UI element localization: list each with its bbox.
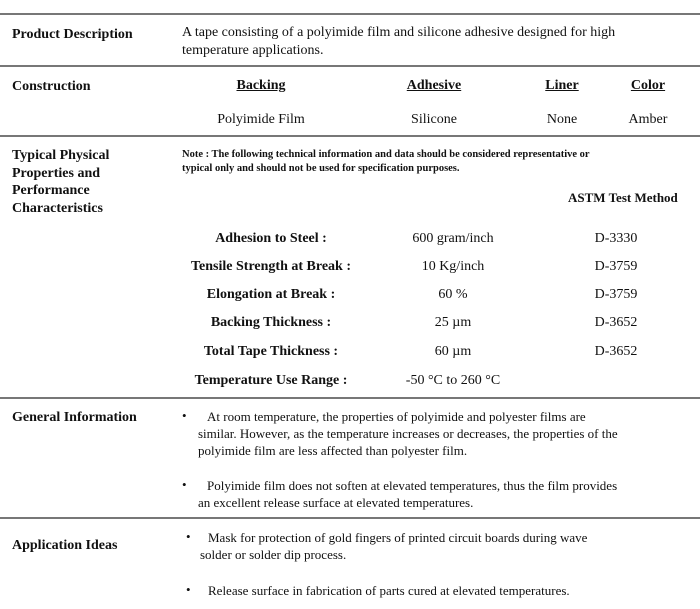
section-label-line: Characteristics xyxy=(12,200,103,216)
divider xyxy=(0,13,700,15)
construction-value-liner: None xyxy=(546,112,578,127)
divider xyxy=(0,397,700,399)
product-description-line: temperature applications. xyxy=(182,43,324,58)
property-label: Temperature Use Range : xyxy=(194,373,348,388)
bullet-icon: • xyxy=(186,529,191,544)
section-label-general: General Information xyxy=(12,410,137,425)
section-label-line: Typical Physical xyxy=(12,148,110,163)
bullet-icon: • xyxy=(186,582,191,597)
property-method: D-3759 xyxy=(594,259,638,274)
section-label-application: Application Ideas xyxy=(12,538,118,553)
property-label: Total Tape Thickness : xyxy=(203,344,339,359)
application-bullet-2 xyxy=(200,582,694,599)
property-value: 10 Kg/inch xyxy=(421,259,485,274)
property-value: 600 gram/inch xyxy=(412,231,494,246)
property-value: 60 µm xyxy=(434,344,472,359)
bullet-line: Polyimide film does not soften at elevated temperatures, thus the film provides xyxy=(207,478,618,493)
construction-value-color: Amber xyxy=(628,112,668,127)
divider xyxy=(0,135,700,137)
property-method: D-3759 xyxy=(594,287,638,302)
section-label-line: Performance xyxy=(12,183,90,198)
general-bullet-1 xyxy=(198,408,694,459)
property-value: 25 µm xyxy=(434,315,472,330)
bullet-icon: • xyxy=(182,408,187,423)
construction-value-backing: Polyimide Film xyxy=(217,112,305,127)
divider xyxy=(0,517,700,519)
section-label-construction: Construction xyxy=(12,79,91,94)
property-label: Backing Thickness : xyxy=(210,315,332,330)
construction-header-adhesive: Adhesive xyxy=(406,78,462,93)
product-description-text xyxy=(182,24,615,60)
section-label-physical xyxy=(12,147,109,217)
application-bullet-1 xyxy=(200,529,694,563)
property-label: Tensile Strength at Break : xyxy=(191,259,351,274)
property-method: D-3652 xyxy=(594,344,638,359)
note-line: typical only and should not be used for specification purposes. xyxy=(182,163,460,174)
property-label: Elongation at Break : xyxy=(206,287,336,302)
construction-header-color: Color xyxy=(630,78,666,93)
general-bullet-2 xyxy=(198,477,694,511)
disclaimer-note xyxy=(182,148,590,176)
property-label: Adhesion to Steel : xyxy=(215,231,327,246)
construction-header-liner: Liner xyxy=(545,78,579,93)
bullet-line: Release surface in fabrication of parts cured at elevated temperatures. xyxy=(208,583,570,598)
astm-method-header: ASTM Test Method xyxy=(568,190,678,205)
note-line: Note : The following technical information and data should be considered representative or xyxy=(182,149,590,160)
bullet-line: solder or solder dip process. xyxy=(200,547,347,562)
property-method: D-3652 xyxy=(594,315,638,330)
section-label-product-description: Product Description xyxy=(12,27,133,42)
bullet-line: polyimide film are less affected than polyester film. xyxy=(198,443,468,458)
bullet-line: At room temperature, the properties of polyimide and polyester films are xyxy=(207,409,586,424)
bullet-icon: • xyxy=(182,477,187,492)
property-value: -50 °C to 260 °C xyxy=(405,373,501,388)
bullet-line: Mask for protection of gold fingers of printed circuit boards during wave xyxy=(208,530,588,545)
section-label-line: Properties and xyxy=(12,165,101,181)
property-method: D-3330 xyxy=(594,231,638,246)
divider xyxy=(0,65,700,67)
product-description-line: A tape consisting of a polyimide film and silicone adhesive designed for high xyxy=(182,25,616,40)
bullet-line: similar. However, as the temperature increases or decreases, the properties of the xyxy=(198,426,618,441)
property-value: 60 % xyxy=(438,287,468,302)
bullet-line: an excellent release surface at elevated temperatures. xyxy=(198,495,474,510)
construction-value-adhesive: Silicone xyxy=(411,112,457,127)
construction-header-backing: Backing xyxy=(236,78,286,93)
